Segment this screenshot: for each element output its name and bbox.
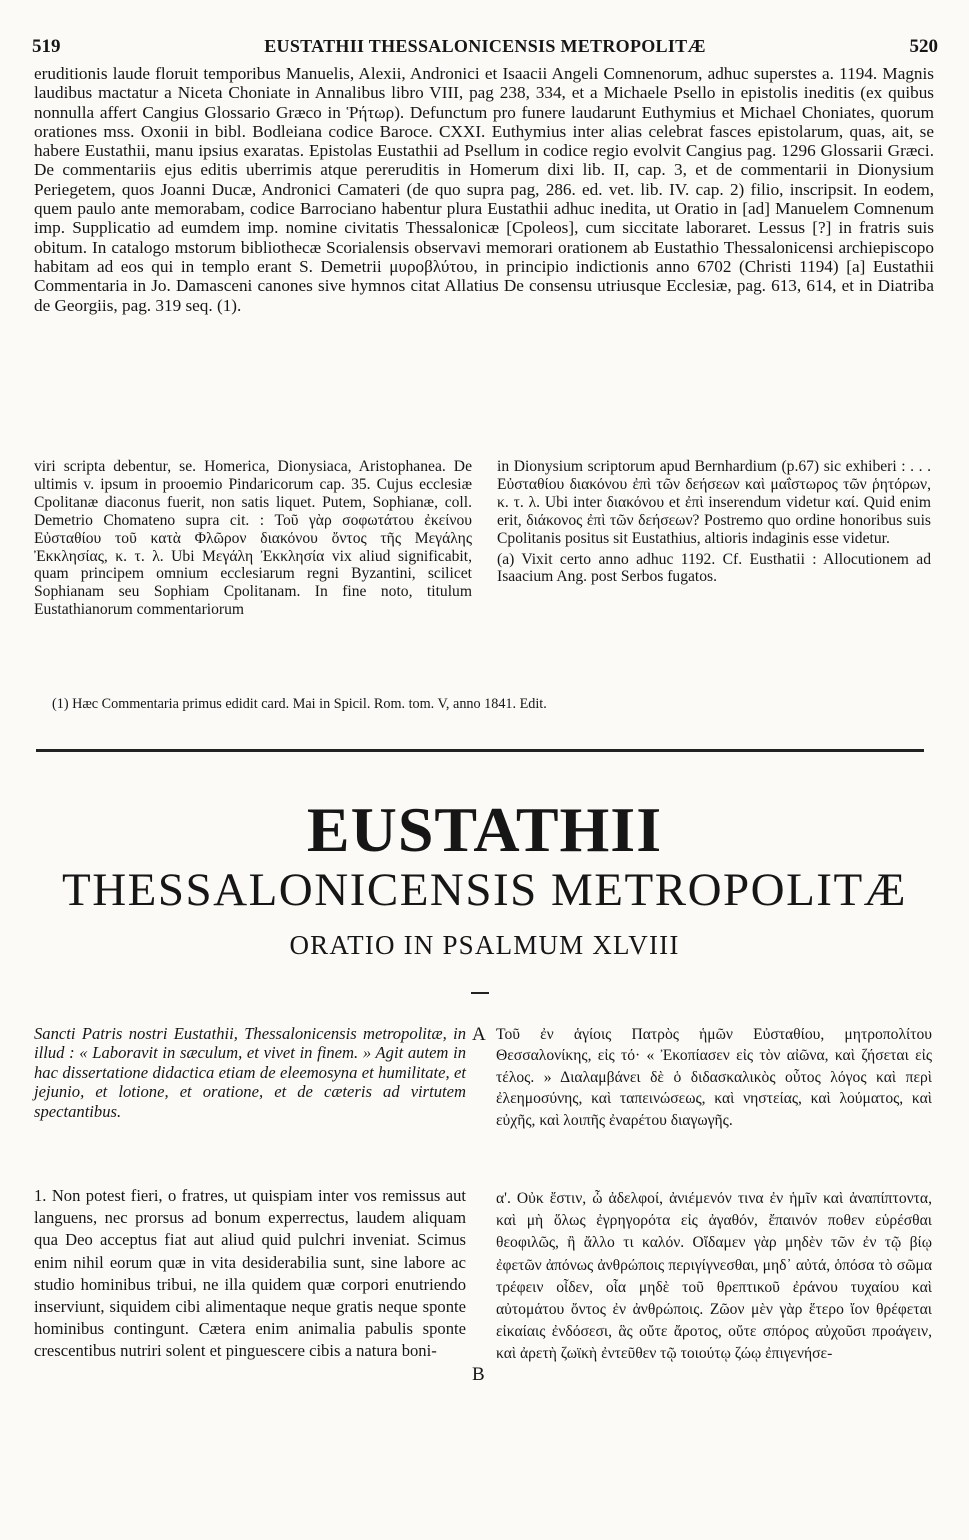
greek-summary: Τοῦ ἐν ἁγίοις Πατρὸς ἡμῶν Εὐσταθίου, μητροπολίτου Θεσσαλονίκης, εἰς τό· « Ἐκοπίασεν εἰς τὸν αἰῶνα, καὶ ζήσεται εἰς τέλος. » Διαλαμβάνει δὲ ὁ διδασκαλικὸς οὗτος λόγος καὶ περὶ ἐλεημοσύνης, καὶ ταπεινώσεως, καὶ νηστείας, καὶ λούματος, καὶ εὐχῆς, καὶ λοιπῆς ἐναρέτου διαγωγῆς. bbox=[496, 1026, 932, 1129]
running-header bbox=[32, 36, 938, 62]
footnote: (1) Hæc Commentaria primus edidit card. Mai in Spicil. Rom. tom. V, anno 1841. Edit. bbox=[52, 696, 547, 712]
note-column-left bbox=[34, 458, 472, 622]
note-column-right bbox=[497, 458, 931, 589]
latin-summary: Sancti Patris nostri Eustathii, Thessalonicensis metropolitæ, in illud : « Laboravit in sæculum, et vivet in finem. » Agit autem in hac dissertatione didactica etiam de eleemosyna et humilitate, et jejunio, et lotione, et oratione, et de cæteris ad virtutem spectantibus. bbox=[34, 1024, 466, 1121]
work-title-office: THESSALONICENSIS METROPOLITÆ bbox=[62, 864, 907, 916]
section-divider bbox=[36, 749, 924, 752]
note-left-text: viri scripta debentur, se. Homerica, Dionysiaca, Aristophanea. De ultimis v. ipsum in prooemio Pindaricorum cap. 35. Cujus ecclesiæ Cpolitanæ diaconus fuerit, non satis liquet. Putem, Sophianæ, coll. Demetrio Chomateno supra cit. : Τοῦ γὰρ σοφωτάτου ἐκείνου Εὐσταθίου τοῦ κατὰ Φλῶρον διακόνου ὄντος τῆς Μεγάλης Ἐκκλησίας, κ. τ. λ. Ubi Μεγάλη Ἐκκλησία vix aliud significabit, quam principem omnium ecclesiarum regni Byzantini, scilicet Sophianam seu Sophiam Cpolitanam. In fine noto, titulum Eustathianorum commentariorum bbox=[34, 458, 472, 619]
page-number-left: 519 bbox=[32, 36, 61, 57]
work-title-author: EUSTATHII bbox=[306, 794, 663, 865]
continued-paragraph: eruditionis laude floruit temporibus Manuelis, Alexii, Andronici et Isaacii Angeli Comnenorum, adhuc superstes a. 1194. Magnis laudibus mactatur a Niceta Choniate in Annalibus libro VIII, pag 238, 334, et a Michaele Psello in epistolis ineditis (ex quibus nonnulla affert Cangius Glossario Græco in Ῥήτωρ). Defunctum pro funere laudarunt Euthymius et Michael Choniates, quorum orationes mss. Oxonii in bibl. Bodleiana codice Baroce. CXXI. Euthymius inter alias celebrat fasces epistolarum, quas, ait, se habere Eustathii, manu ipsius exaratas. Epistolas Eustathii ad Psellum in codice regio evolvit Cangius pag. 1296 Glossarii Græci. De commentariis ejus editis uberrimis atque pereruditis in Homerum dixi lib. II, cap. 3, et de commentarii in Dionysium Periegetem, quos Joanni Ducæ, Andronici Camateri (de quo supra pag, 286. ed. vet. lib. IV. cap. 2) filio, inscripsit. In eodem, quem paulo ante memorabam, codice Barrociano habentur plura Eustathii adhuc inedita, ut Oratio in [ad] Manuelem Comnenum imp. Supplicatio ad eumdem imp. nomine civitatis Thessalonicæ [Cpoleos], cum siccitate laboraret. Lessus [?] in fratris suis obitum. In catalogo mstorum bibliothecæ Scorialensis observavi memorari orationem ab Eustathio Thessalonicensi archiepiscopo habitam ad eos qui in templo erant S. Demetrii μυροβλύτου, in principio indictionis anno 6702 (Christi 1194) [a] Eustathii Commentaria in Jo. Damasceni canones sive hymnos citat Allatius De consensu utriusque Ecclesiæ, pag. 613, 614, et in Diatriba de Georgiis, pag. 319 seq. (1). bbox=[34, 64, 934, 315]
title-dash bbox=[471, 992, 489, 994]
margin-marker-a: A bbox=[472, 1024, 486, 1045]
margin-marker-b: B bbox=[472, 1364, 485, 1385]
note-right-footnote-a: (a) Vixit certo anno adhuc 1192. Cf. Eusthatii : Allocutionem ad Isaacium Ang. post Serbos fugatos. bbox=[497, 550, 931, 586]
running-title: EUSTATHII THESSALONICENSIS METROPOLITÆ bbox=[264, 36, 706, 56]
latin-body-text: 1. Non potest fieri, o fratres, ut quispiam inter vos remissus aut languens, nec prorsus ad bonum experrectus, laudem aliquam qua Deo acceptus fiat aut aliud quid pulchri inveniat. Scimus enim nihil eorum quæ in vita desiderabilia sunt, sine labore ac studio hominibus tribui, ne illa quidem quæ corpori enutriendo inserviunt, siquidem cibi alimentaque neque gratis neque sponte hominibus contingunt. Cætera enim animalia pabulis sponte crescentibus nutriri solent et pinguescere cibis a natura boni- bbox=[34, 1186, 466, 1361]
work-title-oration: ORATIO IN PSALMUM XLVIII bbox=[289, 930, 680, 960]
page-number-right: 520 bbox=[909, 36, 938, 57]
note-right-text: in Dionysium scriptorum apud Bernhardium (p.67) sic exhiberi : . . . Εὐσταθίου διακόνου ἐπὶ τῶν δεήσεων καὶ μαΐστωρος τῶν ῥητόρων, κ. τ. λ. Ubi inter διακόνου et ἐπὶ inserendum videtur καί. Quid enim erit, διάκονος ἐπὶ τῶν δεήσεων? Postremo quo ordine honoribus suis Cpolitanis positus sit Eustathius, altioris indaginis esse videtur. bbox=[497, 458, 931, 547]
greek-body-text: α'. Οὐκ ἔστιν, ὦ ἀδελφοί, ἀνιέμενόν τινα ἐν ἡμῖν καὶ ἀναπίπτοντα, καὶ μὴ ὅλως ἐγρηγορότα εἰς ἀγαθόν, ἔπαινόν ποθεν εὑρέσθαι θεοφιλῶς, ἢ ἄλλο τι καλόν. Οἴδαμεν γὰρ μηδὲν τῶν ἐν τῷ βίῳ ἐφετῶν ἀπόνως ἀνθρώποις περιγίγνεσθαι, μηδ᾽ αὐτά, ὁπόσα τὸ σῶμα τρέφειν οἶδεν, οἷα μηδὲ τοῦ θρεπτικοῦ ἐράνου τυχαίου καὶ αὐτομάτου ὄντος ἐν ἀνθρώποις. Ζῶον μὲν γὰρ ἕτερο ἴον θρέφεται εἰκαίαις ἐνδόσεσι, ἃς οὔτε ἄροτος, οὔτε σπόρος αὐχοῦσι προάγειν, καὶ ἀρετὴ ζωϊκὴ ἐντεῦθεν τῷ τοιούτῳ ζώῳ ἐπιγενήσε- bbox=[496, 1190, 932, 1363]
